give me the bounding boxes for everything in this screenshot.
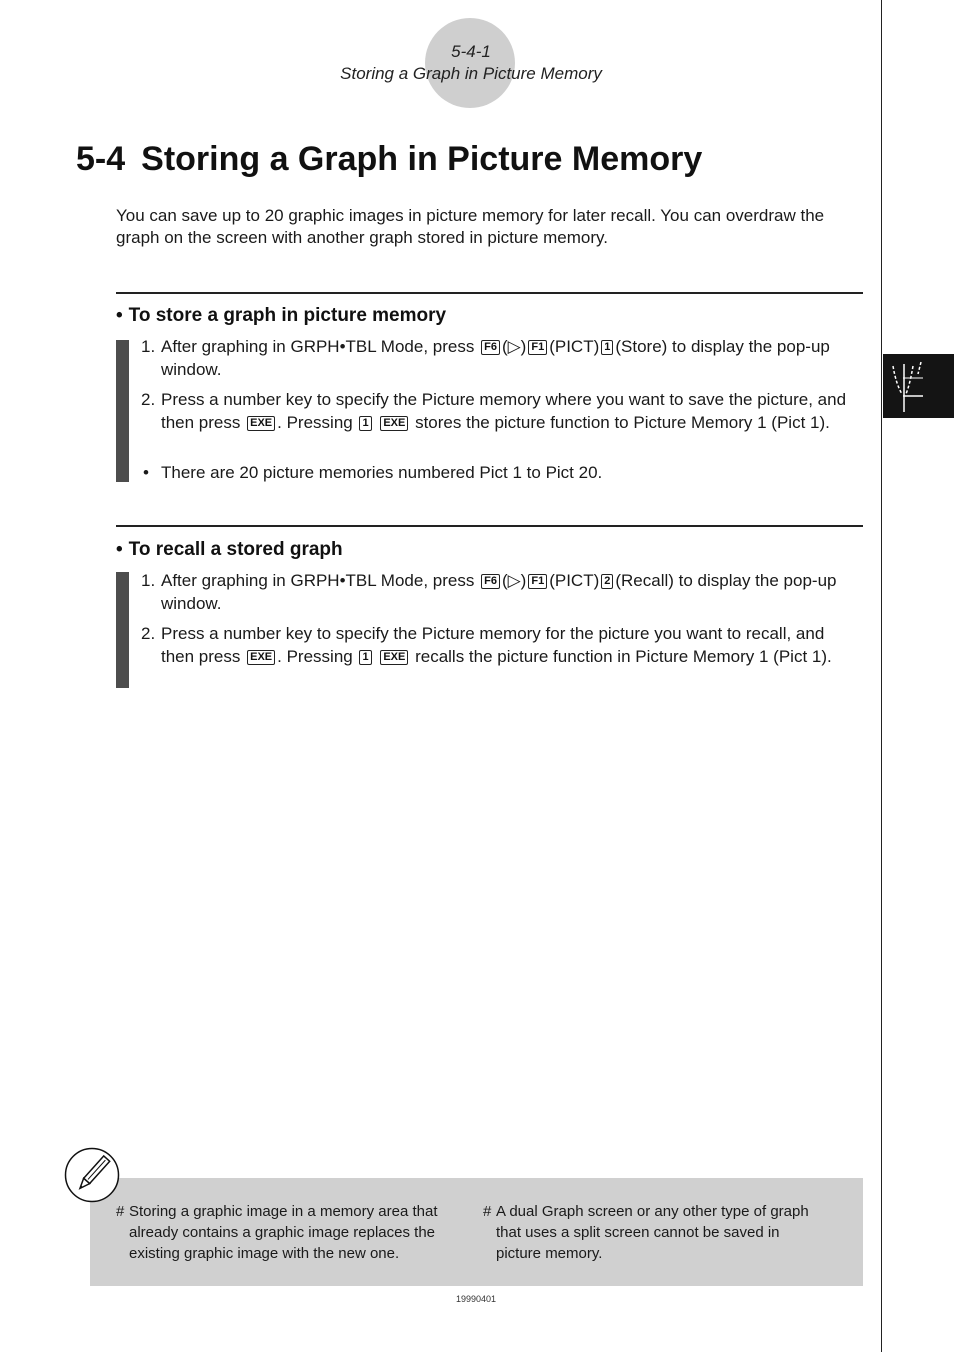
header-circle bbox=[425, 18, 515, 108]
page-edge-line bbox=[881, 0, 882, 1352]
section-recall-heading: • To recall a stored graph bbox=[116, 539, 343, 560]
footer-code: 19990401 bbox=[455, 1294, 497, 1304]
running-title: Storing a Graph in Picture Memory bbox=[340, 64, 602, 83]
note-hash: # bbox=[483, 1203, 492, 1220]
page-number: 5-4-1 bbox=[451, 42, 491, 61]
step-number: 2. bbox=[141, 624, 156, 643]
store-step-2 bbox=[141, 388, 861, 434]
note-hash: # bbox=[116, 1203, 125, 1220]
section-recall-rule bbox=[116, 525, 863, 527]
section-store-bar bbox=[116, 340, 129, 482]
note-text: There are 20 picture memories numbered Pict 1 to Pict 20. bbox=[161, 463, 603, 482]
f6-key: F6 bbox=[481, 340, 500, 355]
step-number: 1. bbox=[141, 337, 156, 356]
chapter-title-text: Storing a Graph in Picture Memory bbox=[141, 140, 703, 178]
exe-key: EXE bbox=[380, 416, 408, 431]
note-bullet: • bbox=[143, 463, 149, 482]
step-number: 2. bbox=[141, 390, 156, 409]
two-key: 2 bbox=[601, 574, 613, 589]
step-text: Press a number key to specify the Picture memory where you want to save the picture, and then press EXE . Pressing 1 EXE stores the picture function to Picture Memory 1 (Pict 1). bbox=[161, 390, 847, 432]
f1-key: F1 bbox=[528, 574, 547, 589]
store-note bbox=[141, 461, 861, 484]
section-store-rule bbox=[116, 292, 863, 294]
intro-paragraph: You can save up to 20 graphic images in picture memory for later recall. You can overdraw the graph on the screen with another graph stored in picture memory. bbox=[116, 206, 825, 247]
f1-key: F1 bbox=[528, 340, 547, 355]
chapter-side-tab bbox=[883, 354, 954, 418]
exe-key: EXE bbox=[380, 650, 408, 665]
note-text: A dual Graph screen or any other type of graph that uses a split screen cannot be saved in picture memory. bbox=[496, 1203, 809, 1262]
f6-key: F6 bbox=[481, 574, 500, 589]
section-store-heading: • To store a graph in picture memory bbox=[116, 305, 447, 326]
pencil-icon bbox=[64, 1147, 120, 1203]
chapter-title bbox=[76, 140, 702, 179]
step-text: After graphing in GRPH•TBL Mode, press F6 (▷) F1 (PICT) 1 (Store) to display the pop-up window. bbox=[161, 337, 830, 379]
exe-key: EXE bbox=[247, 416, 275, 431]
chapter-number: 5-4 bbox=[76, 140, 126, 178]
exe-key: EXE bbox=[247, 650, 275, 665]
graph-mode-icon bbox=[883, 354, 954, 418]
one-key: 1 bbox=[359, 416, 371, 431]
note-right bbox=[483, 1201, 828, 1264]
one-key: 1 bbox=[601, 340, 613, 355]
recall-step-1 bbox=[141, 569, 861, 615]
one-key: 1 bbox=[359, 650, 371, 665]
store-step-1 bbox=[141, 335, 861, 381]
step-text: After graphing in GRPH•TBL Mode, press F6 (▷) F1 (PICT) 2 (Recall) to display the pop-up window. bbox=[161, 571, 837, 613]
note-left bbox=[116, 1201, 461, 1264]
step-text: Press a number key to specify the Picture memory for the picture you want to recall, and then press EXE . Pressing 1 EXE recalls the picture function in Picture Memory 1 (Pict 1). bbox=[161, 624, 832, 666]
note-text: Storing a graphic image in a memory area that already contains a graphic image replaces the existing graphic image with the new one. bbox=[129, 1203, 438, 1262]
section-recall-bar bbox=[116, 572, 129, 688]
step-number: 1. bbox=[141, 571, 156, 590]
recall-step-2 bbox=[141, 622, 861, 668]
